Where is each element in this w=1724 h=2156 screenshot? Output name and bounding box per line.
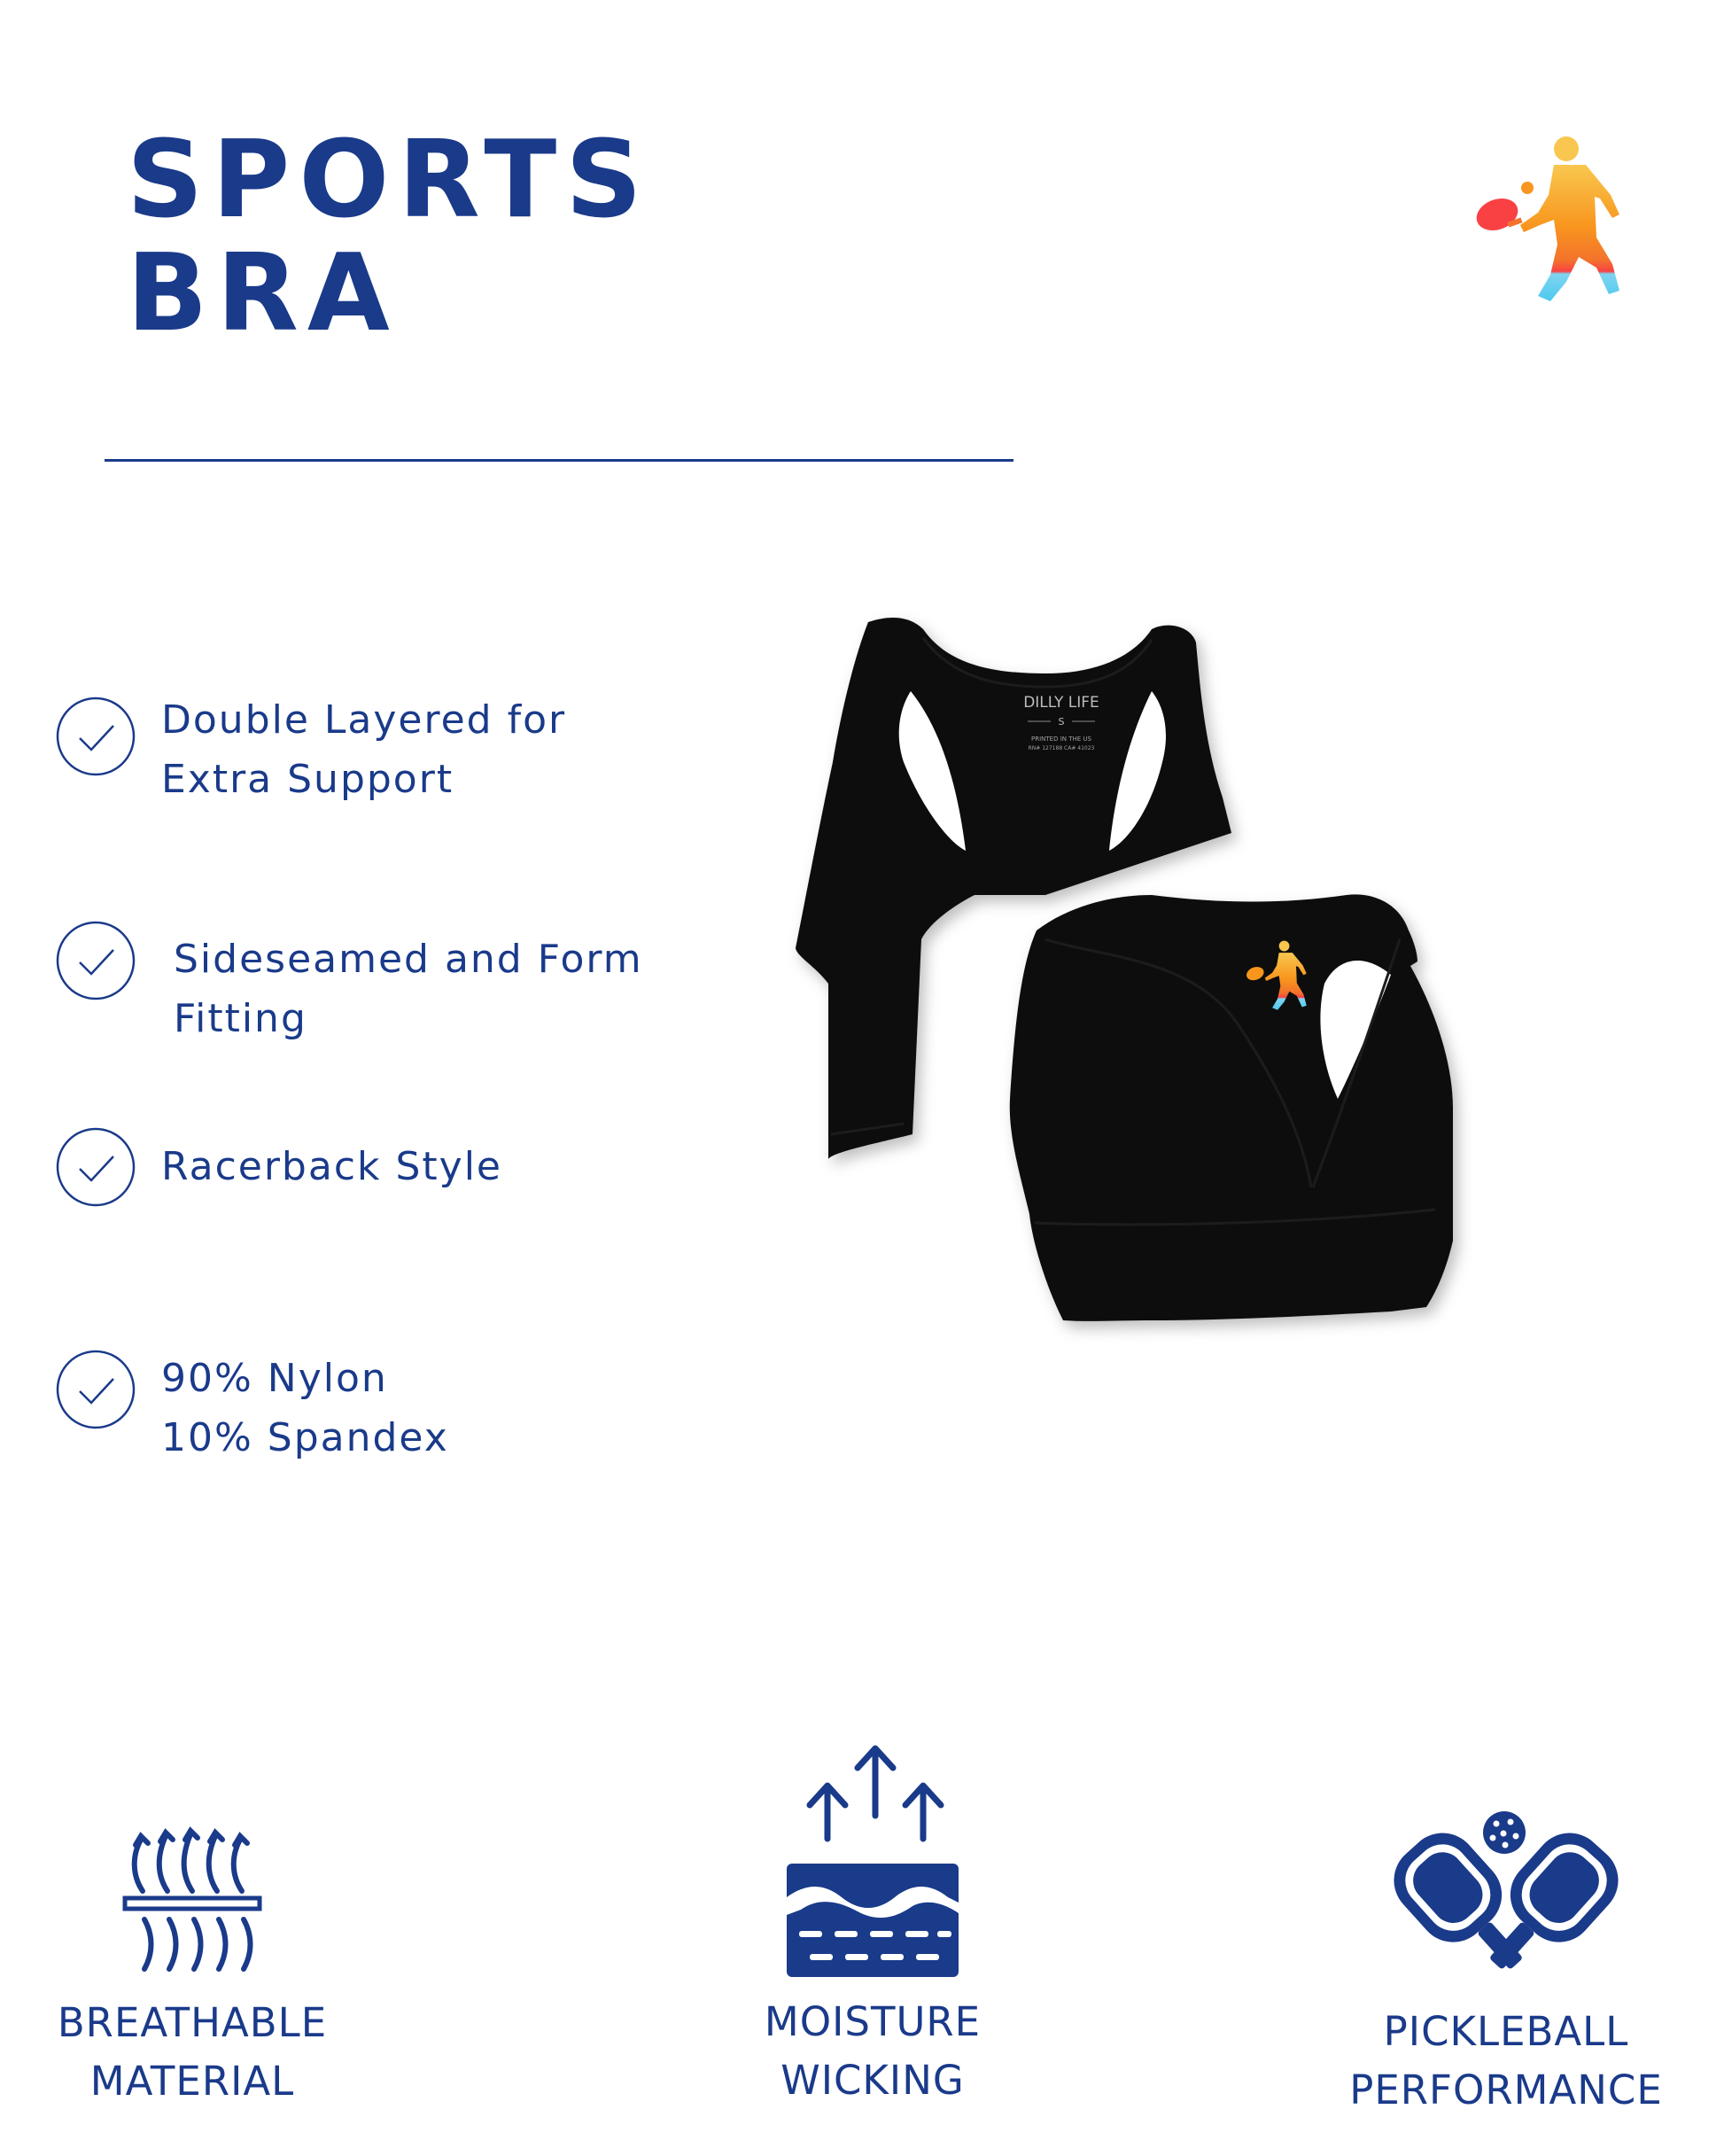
tag-brand: DILLY LIFE <box>1023 694 1099 712</box>
feature-item-sideseamed <box>55 920 643 1048</box>
title-line-1: SPORTS <box>127 119 651 242</box>
page-title <box>127 119 651 355</box>
tag-fine-print-1: PRINTED IN THE US <box>1031 736 1091 743</box>
breathable-icon <box>121 1817 263 1976</box>
check-circle-icon <box>55 1126 136 1208</box>
feature-text: 90% Nylon 10% Spandex <box>161 1356 449 1460</box>
check-circle-icon <box>55 696 136 777</box>
tag-size: S <box>1058 716 1065 728</box>
pickleball-performance-label: PICKLEBALL PERFORMANCE <box>1349 2008 1663 2113</box>
tag-fine-print-2: RN# 127188 CA# 41023 <box>1028 745 1095 751</box>
product-image <box>780 603 1577 1489</box>
check-circle-icon <box>55 920 136 1001</box>
moisture-wicking-label: MOISTURE WICKING <box>764 1998 982 2104</box>
feature-item-double-layered <box>55 696 566 809</box>
feature-item-racerback <box>55 1126 502 1208</box>
title-line-2: BRA <box>127 232 399 355</box>
feature-text: Sideseamed and Form Fitting <box>174 937 643 1041</box>
pickleball-performance-feature <box>1347 1810 1666 2120</box>
moisture-wicking-icon <box>780 1741 966 1979</box>
pickleball-paddles-icon <box>1386 1810 1626 1987</box>
breathable-label: BREATHABLE MATERIAL <box>57 1999 328 2105</box>
sports-bra-back <box>1010 894 1453 1321</box>
feature-text: Racerback Style <box>161 1144 502 1189</box>
check-circle-icon <box>55 1349 136 1430</box>
feature-item-fabric <box>55 1349 449 1467</box>
pickleball-player-icon <box>1462 133 1648 319</box>
breathable-feature <box>55 1817 330 2111</box>
title-divider <box>105 459 1013 462</box>
moisture-wicking-feature <box>726 1741 1019 2110</box>
feature-text: Double Layered for Extra Support <box>161 697 567 802</box>
